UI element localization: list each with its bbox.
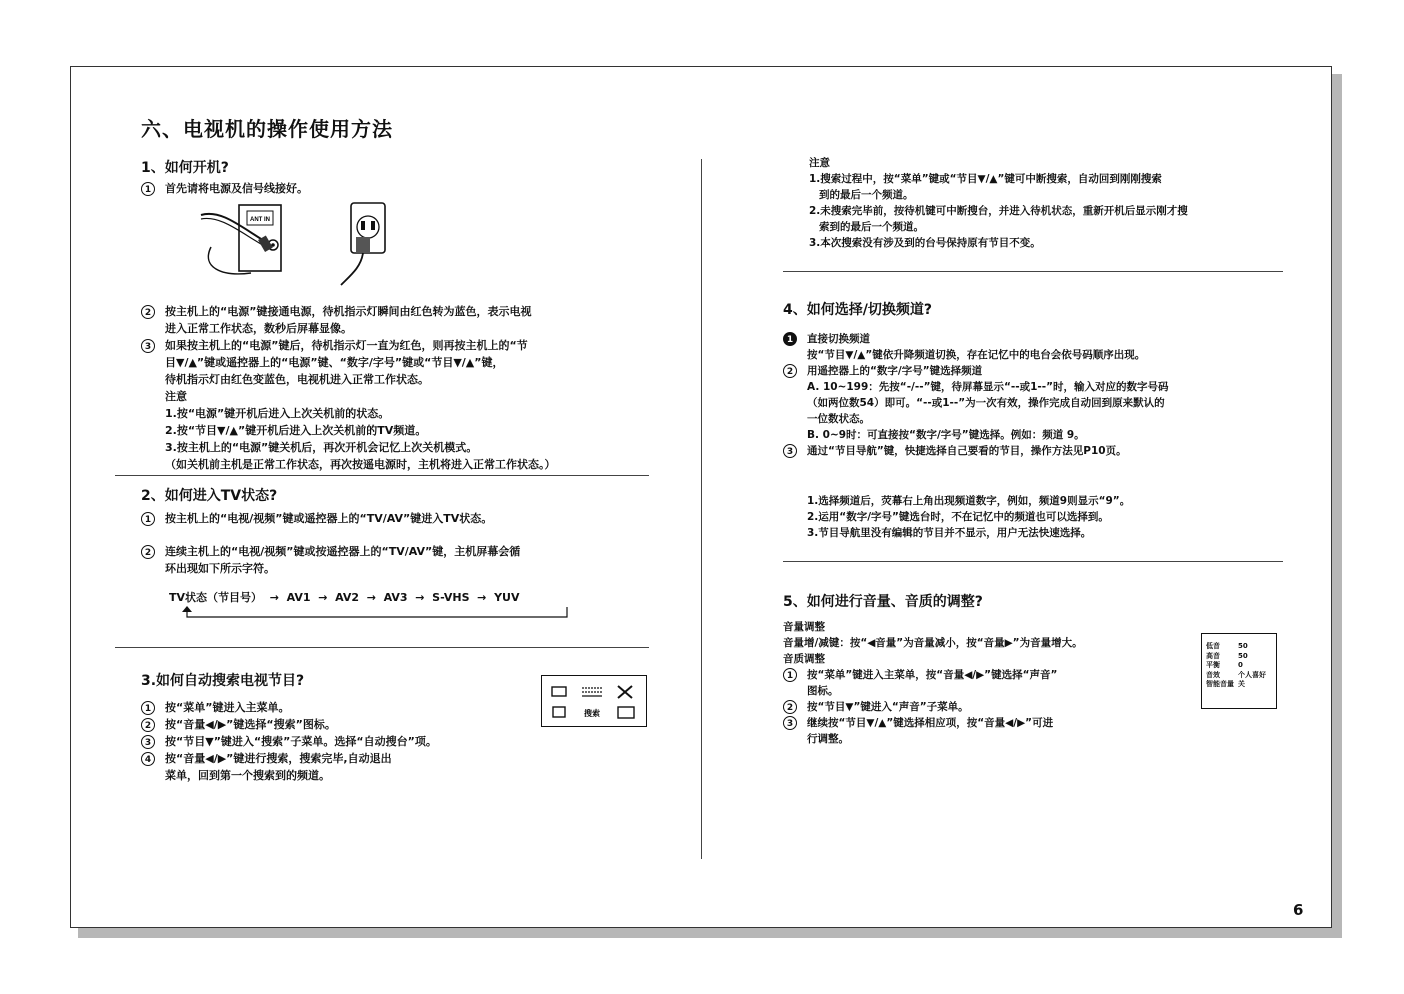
search-note-1-line1: 1.搜索过程中，按“菜单”键或“节目▼/▲”键可中断搜索，自动回到刚刚搜索: [809, 173, 1162, 185]
s4-step2-a-line2: （如两位数54）即可。“--或1--”为一次有效，操作完成自动回到原来默认的: [807, 397, 1165, 409]
manual-page: [70, 66, 1332, 928]
s2-step1-text: 按主机上的“电视/视频”键或遥控器上的“TV/AV”键进入TV状态。: [165, 512, 493, 525]
s4-step1-text: 按“节目▼/▲”键依升降频道切换，存在记忆中的电台会依号码顺序出现。: [807, 349, 1146, 361]
s1-step3-line3: 待机指示灯由红色变蓝色，电视机进入正常工作状态。: [165, 373, 429, 386]
s5-step1-line1: 按“菜单”键进入主菜单，按“音量◀/▶”键选择“声音”: [807, 669, 1058, 681]
s4-notes: [807, 493, 1130, 541]
s2-step2-line2: 环出现如下所示字符。: [165, 562, 275, 575]
flow-av3: AV3: [383, 591, 408, 604]
s5-volume-title: 音量调整: [783, 621, 825, 633]
osd-row: [1206, 642, 1272, 652]
search-note-2-line1: 2.未搜索完毕前，按待机键可中断搜台，并进入待机状态，重新开机后显示刚才搜: [809, 205, 1188, 217]
s1-note-title: 注意: [165, 390, 187, 403]
s4-step2-a-line1: A. 10~199：先按“-/--”键，待屏幕显示“--或1--”时，输入对应的数字号码: [807, 381, 1169, 393]
step-3-marker: 3: [783, 716, 797, 730]
step-3-marker: 3: [783, 444, 797, 458]
divider-1: [115, 475, 649, 476]
flow-av1: AV1: [286, 591, 311, 604]
osd-value: 个人喜好: [1238, 670, 1266, 679]
osd-value: 50: [1238, 642, 1248, 650]
flow-yuv: YUV: [494, 591, 520, 604]
s1-note-2: 2.按“节目▼/▲”键开机后进入上次关机前的TV频道。: [165, 424, 427, 437]
column-divider: [701, 159, 702, 859]
osd-label: 平衡: [1206, 661, 1220, 669]
step-2-marker: 2: [783, 364, 797, 378]
s3-step1: 按“菜单”键进入主菜单。: [165, 701, 290, 714]
s4-note-2: 2.运用“数字/字号”键选台时，不在记忆中的频道也可以选择到。: [807, 511, 1109, 523]
sound-icon: [582, 688, 602, 696]
osd-row: [1206, 680, 1272, 690]
search-menu-label: 搜索: [584, 709, 600, 718]
arrow-icon: →: [473, 591, 491, 604]
divider-4: [783, 561, 1283, 562]
arrow-icon: →: [265, 591, 283, 604]
divider-3: [783, 271, 1283, 272]
s3-step2: 按“音量◀/▶”键选择“搜索”图标。: [165, 718, 336, 731]
flow-tv-state: TV状态（节目号）: [169, 591, 263, 604]
s4-step3: 通过“节目导航”键，快捷选择自己要看的节目，操作方法见P10页。: [807, 445, 1127, 457]
s1-step2-line1: 按主机上的“电源”键接通电源，待机指示灯瞬间由红色转为蓝色，表示电视: [165, 305, 532, 318]
s5-volume-text: 音量增/减键：按“◀音量”为音量减小，按“音量▶”为音量增大。: [783, 637, 1083, 649]
ant-in-label: ANT IN: [250, 217, 270, 223]
s1-step3-line2: 目▼/▲”键或遥控器上的“电源”键、“数字/字号”键或“节目▼/▲”键，: [165, 356, 504, 369]
s4-step2-b: B. 0~9时：可直接按“数字/字号”键选择。例如：频道 9。: [807, 429, 1085, 441]
page-number: 6: [1293, 901, 1304, 919]
s5-step2: 按“节目▼”键进入“声音”子菜单。: [807, 701, 969, 713]
source-cycle-flow: [169, 589, 520, 606]
s2-step2-line1: 连续主机上的“电视/视频”键或按遥控器上的“TV/AV”键，主机屏幕会循: [165, 545, 521, 558]
flow-return-arrow: [179, 605, 579, 623]
s5-step3-line1: 继续按“节目▼/▲”键选择相应项，按“音量◀/▶”可进: [807, 717, 1054, 729]
flow-av2: AV2: [335, 591, 360, 604]
menu-icons: [542, 676, 646, 726]
s2-step2: [141, 543, 520, 577]
section-2-heading: 2、如何进入TV状态?: [141, 488, 278, 504]
step-1-marker: 1: [141, 701, 155, 715]
step-2-marker: 2: [783, 700, 797, 714]
s3-step3: 按“节目▼”键进入“搜索”子菜单。选择“自动搜台”项。: [165, 735, 437, 748]
s5-step3-line2: 行调整。: [807, 733, 849, 745]
arrow-icon: →: [411, 591, 429, 604]
s3-step4-line2: 菜单，回到第一个搜索到的频道。: [165, 769, 330, 782]
search-note-1-line2: 到的最后一个频道。: [819, 189, 914, 201]
step-1-marker: 1: [141, 182, 155, 196]
s1-note-4: （如关机前主机是正常工作状态，再次按遥电源时，主机将进入正常工作状态。）: [165, 458, 556, 471]
page-title: 六、电视机的操作使用方法: [141, 117, 393, 141]
connection-illustration: [191, 197, 421, 287]
osd-label: 低音: [1206, 642, 1220, 650]
s5-step1-line2: 图标。: [807, 685, 839, 697]
s1-step3: [141, 337, 556, 473]
osd-label: 智能音量: [1206, 680, 1234, 688]
s3-step4-line1: 按“音量◀/▶”键进行搜索，搜索完毕,自动退出: [165, 752, 392, 765]
arrow-icon: →: [362, 591, 380, 604]
sound-menu-osd: [1201, 633, 1277, 709]
osd-label: 音效: [1206, 670, 1220, 679]
picture-icon: [552, 687, 566, 696]
search-note-3: 3.本次搜索没有涉及到的台号保持原有节目不变。: [809, 237, 1041, 249]
step-1-marker: 1: [783, 668, 797, 682]
s1-note-1: 1.按“电源”键开机后进入上次关机前的状态。: [165, 407, 390, 420]
s1-step1: [141, 180, 308, 197]
divider-2: [115, 647, 649, 648]
main-menu-icons-illustration: [541, 675, 647, 727]
section-1-heading: 1、如何开机?: [141, 160, 229, 176]
s1-step1-text: 首先请将电源及信号线接好。: [165, 182, 308, 195]
section-3-heading: 3.如何自动搜索电视节目?: [141, 673, 305, 689]
s4-step2-title: 用遥控器上的“数字/字号”键选择频道: [807, 365, 983, 377]
s4-content: [783, 331, 1169, 459]
s4-step2-a-line3: 一位数状态。: [807, 413, 870, 425]
osd-row: [1206, 652, 1272, 662]
s5-content: [783, 619, 1083, 747]
step-3-marker: 3: [141, 735, 155, 749]
s2-step1: [141, 510, 492, 527]
flow-svhs: S-VHS: [432, 591, 470, 604]
step-3-marker: 3: [141, 339, 155, 353]
clock-icon: [553, 707, 565, 717]
s1-step2: [141, 303, 531, 337]
osd-row: [1206, 671, 1272, 681]
search-note-title: 注意: [809, 157, 830, 169]
search-note: [809, 155, 1188, 251]
s5-tone-title: 音质调整: [783, 653, 825, 665]
tools-icon: [618, 686, 632, 698]
step-2-marker: 2: [141, 545, 155, 559]
step-1-marker: 1: [141, 512, 155, 526]
search-note-2-line2: 索到的最后一个频道。: [819, 221, 924, 233]
section-4-heading: 4、如何选择/切换频道?: [783, 302, 932, 318]
osd-value: 0: [1238, 661, 1243, 669]
step-2-marker: 2: [141, 718, 155, 732]
s1-step2-line2: 进入正常工作状态，数秒后屏幕显像。: [165, 322, 352, 335]
osd-value: 50: [1238, 651, 1248, 660]
tv-back-panel-drawing: [201, 205, 281, 274]
tv-channel-icon: [618, 707, 634, 718]
s4-step1-title: 直接切换频道: [807, 333, 870, 345]
s1-step3-line1: 如果按主机上的“电源”键后，待机指示灯一直为红色，则再按主机上的“节: [165, 339, 528, 352]
osd-value: 关: [1238, 680, 1245, 688]
step-4-marker: 4: [141, 752, 155, 766]
step-2-marker: 2: [141, 305, 155, 319]
s1-note-3: 3.按主机上的“电源”键关机后，再次开机会记忆上次关机模式。: [165, 441, 478, 454]
s4-note-1: 1.选择频道后，荧幕右上角出现频道数字，例如，频道9则显示“9”。: [807, 495, 1131, 507]
osd-label: 高音: [1206, 651, 1220, 660]
arrow-icon: →: [314, 591, 332, 604]
s4-note-3: 3.节目导航里没有编辑的节目并不显示，用户无法快速选择。: [807, 527, 1092, 539]
step-1-marker: 1: [783, 332, 797, 346]
section-5-heading: 5、如何进行音量、音质的调整?: [783, 594, 983, 610]
s3-steps: [141, 699, 437, 784]
osd-row: [1206, 661, 1272, 671]
power-socket-drawing: [341, 203, 385, 285]
